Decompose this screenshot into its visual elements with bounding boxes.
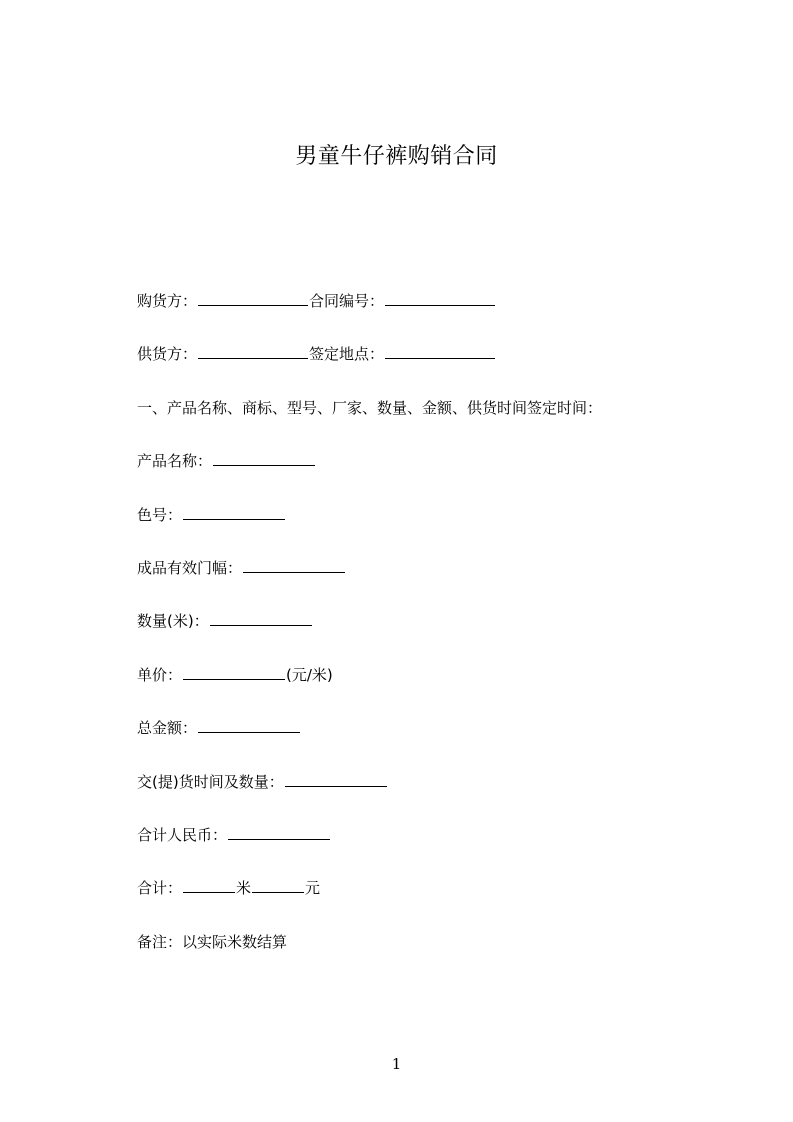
- contract-no-blank[interactable]: [385, 291, 495, 306]
- total-rmb-line: [137, 825, 331, 845]
- page-title: 男童牛仔裤购销合同: [295, 144, 498, 169]
- product-name-blank[interactable]: [213, 451, 315, 466]
- section1-heading: [137, 398, 602, 418]
- total-rmb-label: 合计人民币：: [137, 826, 228, 844]
- unit-price-unit: (元/米): [286, 666, 333, 684]
- delivery-line: [137, 772, 388, 792]
- unit-price-blank[interactable]: [183, 665, 285, 680]
- supplier-label: 供货方：: [137, 345, 198, 363]
- buyer-label: 购货方：: [137, 292, 198, 310]
- buyer-line: [137, 291, 496, 311]
- sign-place-blank[interactable]: [385, 344, 495, 359]
- supplier-blank[interactable]: [198, 344, 308, 359]
- sum-yuan-unit: 元: [305, 879, 321, 897]
- color-no-blank[interactable]: [183, 505, 285, 520]
- supplier-line: [137, 344, 496, 364]
- effective-width-blank[interactable]: [243, 558, 345, 573]
- section1-heading-text: 一、产品名称、商标、型号、厂家、数量、金额、供货时间签定时间：: [137, 399, 603, 417]
- remark-line: [137, 932, 287, 952]
- remark-text: 备注：以实际米数结算: [137, 933, 288, 951]
- sum-label: 合计：: [137, 879, 183, 897]
- sum-meter-blank[interactable]: [183, 878, 235, 893]
- total-amount-label: 总金额：: [137, 719, 198, 737]
- quantity-blank[interactable]: [210, 611, 312, 626]
- effective-width-line: [137, 558, 346, 578]
- quantity-line: [137, 611, 313, 631]
- delivery-label: 交(提)货时间及数量：: [137, 773, 284, 791]
- product-name-line: [137, 451, 316, 471]
- sign-place-label: 签定地点：: [309, 345, 385, 363]
- unit-price-line: [137, 665, 333, 685]
- unit-price-label: 单价：: [137, 666, 183, 684]
- color-no-line: [137, 505, 286, 525]
- effective-width-label: 成品有效门幅：: [137, 559, 243, 577]
- sum-line: [137, 878, 320, 898]
- page-number: 1: [391, 1055, 402, 1073]
- total-rmb-blank[interactable]: [228, 825, 330, 840]
- buyer-blank[interactable]: [198, 291, 308, 306]
- sum-yuan-blank[interactable]: [252, 878, 304, 893]
- quantity-label: 数量(米)：: [137, 612, 209, 630]
- total-amount-line: [137, 718, 301, 738]
- delivery-blank[interactable]: [285, 772, 387, 787]
- contract-no-label: 合同编号：: [309, 292, 385, 310]
- total-amount-blank[interactable]: [198, 718, 300, 733]
- sum-meter-unit: 米: [236, 879, 252, 897]
- product-name-label: 产品名称：: [137, 452, 213, 470]
- color-no-label: 色号：: [137, 506, 183, 524]
